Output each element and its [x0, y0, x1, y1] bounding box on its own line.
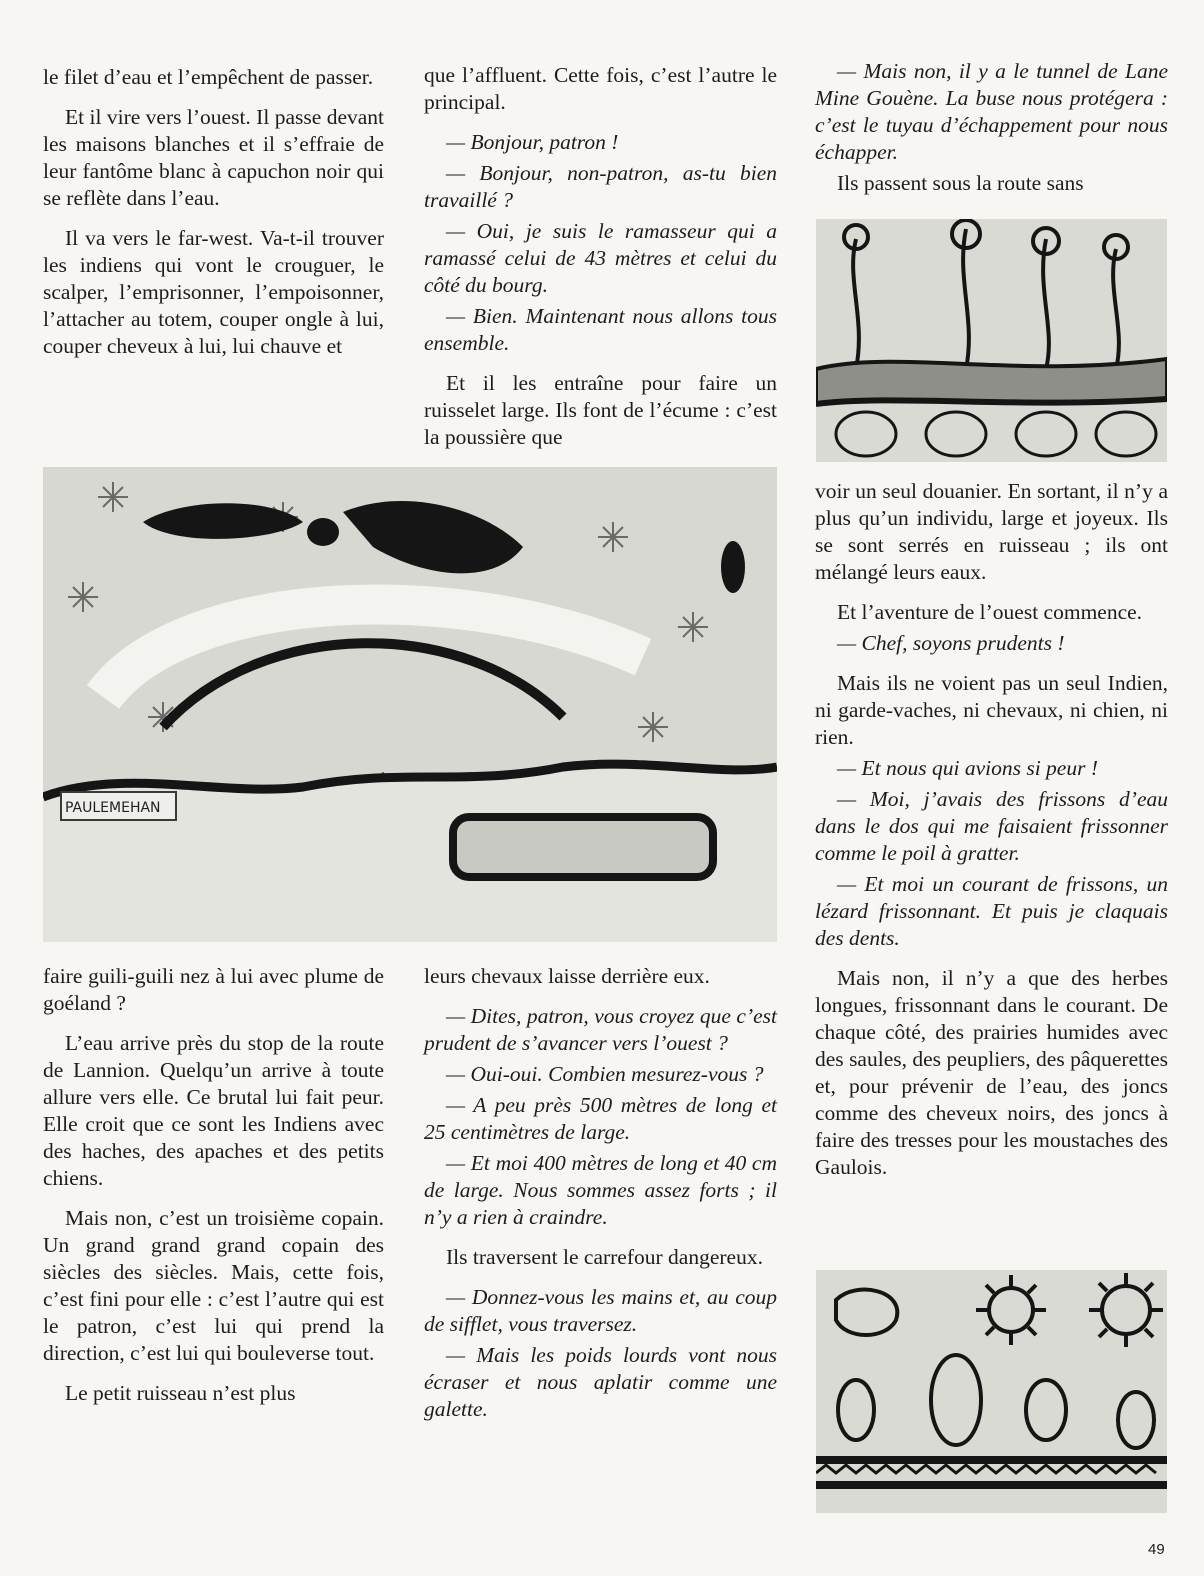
- illustration-flowers-drawing: [816, 219, 1167, 462]
- column3-middle: [815, 478, 1168, 1194]
- column1-bottom-paragraph: Mais non, c’est un troisième copain. Un grand grand grand copain des siècles des siècles. Mais, cette fois, c’est fini pour elle : c’est l’autre qui est le patron, c’est lui qui prend la direction, c’est lui qui bouleverse tout.: [43, 1206, 384, 1365]
- column2-bottom-paragraph: — Dites, patron, vous croyez que c’est prudent de s’avancer vers l’ouest ?: [424, 1004, 777, 1055]
- column3-top-paragraph: Ils passent sous la route sans: [837, 171, 1084, 195]
- column3-middle-paragraph: — Moi, j’avais des frissons d’eau dans le dos qui me faisaient frissonner comme le poil à gratter.: [815, 787, 1168, 865]
- column1-top-paragraph: le filet d’eau et l’empêchent de passer.: [43, 65, 374, 89]
- column2-top-paragraph: que l’affluent. Cette fois, c’est l’autre le principal.: [424, 63, 777, 114]
- column3-middle-paragraph: voir un seul douanier. En sortant, il n’y a plus qu’un individu, large et joyeux. Ils se sont serrés en ruisseau ; ils ont mélangé leurs eaux.: [815, 479, 1168, 584]
- illustration-sign-text: PAULEMEHAN: [65, 800, 161, 816]
- column2-top-paragraph: — Oui, je suis le ramasseur qui a ramassé celui de 43 mètres et celui du côté du bourg.: [424, 219, 777, 297]
- column2-top-paragraph: Et il les entraîne pour faire un ruisselet large. Ils font de l’écume : c’est la poussière que: [424, 371, 777, 449]
- column2-bottom: [424, 963, 777, 1427]
- column1-bottom: [43, 963, 384, 1420]
- column2-top-paragraph: — Bonjour, non-patron, as-tu bien travaillé ?: [424, 161, 777, 212]
- column1-top-paragraph: Et il vire vers l’ouest. Il passe devant les maisons blanches et il s’effraie de leur fantôme blanc à capuchon noir qui se reflète dans l’eau.: [43, 105, 384, 210]
- column3-top: [815, 58, 1168, 210]
- column2-bottom-paragraph: — Et moi 400 mètres de long et 40 cm de large. Nous sommes assez forts ; il n’y a rien à craindre.: [424, 1151, 777, 1229]
- column1-bottom-paragraph: faire guili-guili nez à lui avec plume de goéland ?: [43, 964, 384, 1015]
- column2-bottom-paragraph: — Mais les poids lourds vont nous écraser et nous aplatir comme une galette.: [424, 1343, 777, 1421]
- column2-top-paragraph: — Bien. Maintenant nous allons tous ensemble.: [424, 304, 777, 355]
- column2-bottom-paragraph: leurs chevaux laisse derrière eux.: [424, 964, 710, 988]
- column1-top: [43, 64, 384, 373]
- column2-bottom-paragraph: Ils traversent le carrefour dangereux.: [446, 1245, 763, 1269]
- column1-bottom-paragraph: L’eau arrive près du stop de la route de Lannion. Quelqu’un arrive à toute allure vers elle. Ce brutal lui fait peur. Elle croit que ce sont les Indiens avec des haches, des apaches et des petits chiens.: [43, 1031, 384, 1190]
- column2-bottom-paragraph: — Donnez-vous les mains et, au coup de sifflet, vous traversez.: [424, 1285, 777, 1336]
- column3-middle-paragraph: — Chef, soyons prudents !: [837, 631, 1065, 655]
- column2-top-paragraph: — Bonjour, patron !: [446, 130, 619, 154]
- column2-bottom-paragraph: — Oui-oui. Combien mesurez-vous ?: [446, 1062, 764, 1086]
- illustration-sunflowers-drawing: [816, 1270, 1167, 1513]
- column3-top-paragraph: — Mais non, il y a le tunnel de Lane Mine Gouène. La buse nous protégera : c’est le tuyau d’échappement pour nous échapper.: [815, 59, 1168, 164]
- column3-middle-paragraph: — Et moi un courant de frissons, un lézard frissonnant. Et puis je claquais des dents.: [815, 872, 1168, 950]
- column2-bottom-paragraph: — A peu près 500 mètres de long et 25 centimètres de large.: [424, 1093, 777, 1144]
- column3-middle-paragraph: Mais ils ne voient pas un seul Indien, ni garde-vaches, ni chevaux, ni chien, ni rien.: [815, 671, 1168, 749]
- column1-bottom-paragraph: Le petit ruisseau n’est plus: [65, 1381, 296, 1405]
- illustration-bridge-drawing: [43, 467, 777, 942]
- column1-top-paragraph: Il va vers le far-west. Va-t-il trouver les indiens qui vont le crouguer, le scalper, l’emprisonner, l’empoisonner, l’attacher au totem, couper ongle à lui, couper cheveux à lui, lui chauve et: [43, 226, 384, 358]
- column3-middle-paragraph: Mais non, il n’y a que des herbes longues, frissonnant dans le courant. De chaque côté, des prairies humides avec des saules, des peupliers, des pâquerettes et, pour prévenir de l’eau, des joncs comme des cheveux noirs, des joncs à faire des tresses pour les moustaches des Gaulois.: [815, 966, 1168, 1179]
- page-number: 49: [1148, 1541, 1165, 1558]
- column3-middle-paragraph: Et l’aventure de l’ouest commence.: [837, 600, 1143, 624]
- column3-middle-paragraph: — Et nous qui avions si peur !: [837, 756, 1098, 780]
- column2-top: [424, 62, 777, 464]
